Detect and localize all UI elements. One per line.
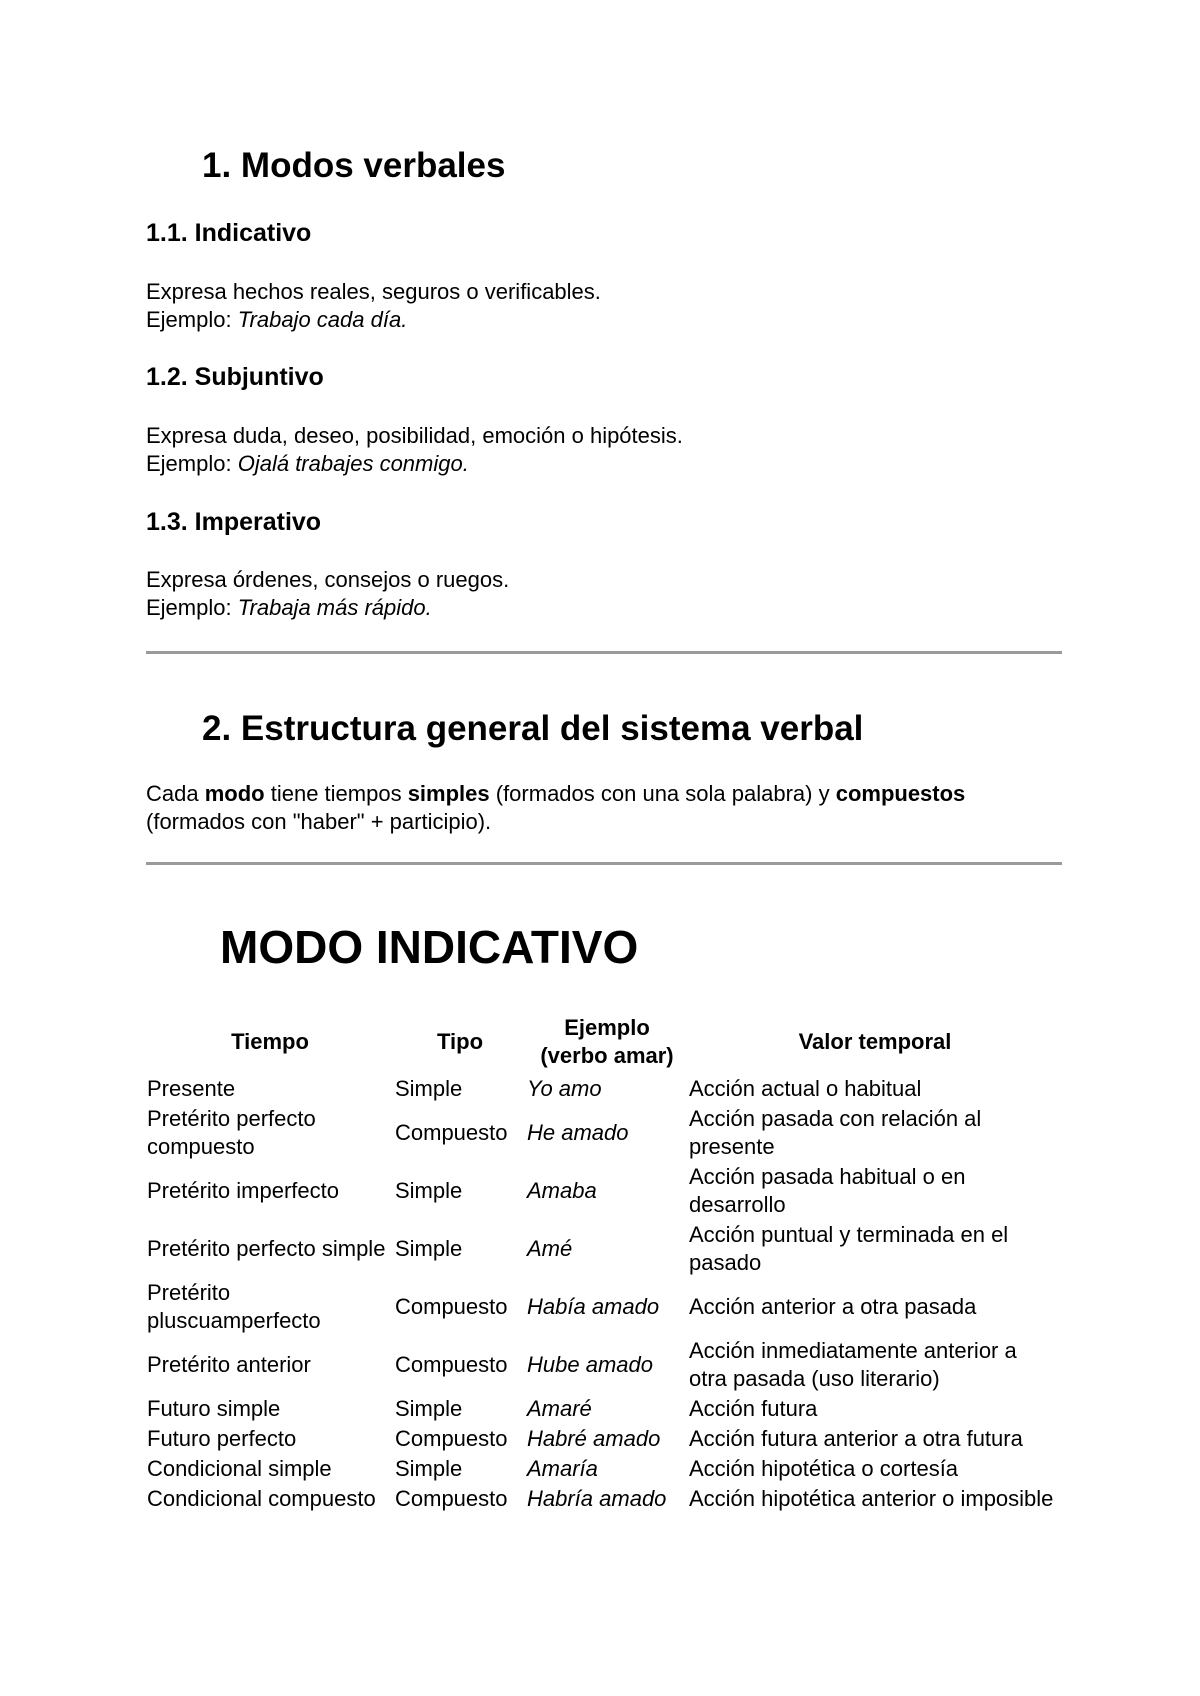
- cell-ejemplo: Amaba: [527, 1178, 597, 1203]
- s2-bold-simples: simples: [407, 781, 490, 806]
- header-valor-temporal: Valor temporal: [798, 1029, 952, 1054]
- cell-tipo: Simple: [395, 1178, 463, 1203]
- imperativo-example: Trabaja más rápido.: [237, 595, 432, 620]
- cell-valor: Acción pasada con relación al presente: [689, 1106, 982, 1159]
- table-row: [146, 1162, 1062, 1220]
- cell-tiempo: Condicional compuesto: [147, 1486, 376, 1511]
- subsection-imperativo-heading: 1.3. Imperativo: [146, 508, 322, 536]
- header-tiempo: Tiempo: [231, 1029, 309, 1054]
- cell-ejemplo: Habría amado: [527, 1486, 667, 1511]
- modo-indicativo-table: [146, 1010, 1062, 1514]
- cell-tiempo: Pretérito anterior: [147, 1352, 311, 1377]
- cell-valor: Acción futura: [689, 1396, 818, 1421]
- table-row: [146, 1336, 1062, 1394]
- subsection-subjuntivo-heading: 1.2. Subjuntivo: [146, 363, 324, 391]
- section-2-line-1: [146, 780, 965, 808]
- table-row: [146, 1104, 1062, 1162]
- cell-tiempo: Pretérito imperfecto: [147, 1178, 339, 1203]
- cell-tiempo: Pretérito perfecto simple: [147, 1236, 386, 1261]
- table-row: [146, 1278, 1062, 1336]
- cell-tiempo: Futuro perfecto: [147, 1426, 297, 1451]
- cell-tipo: Simple: [395, 1236, 463, 1261]
- cell-tiempo: Futuro simple: [147, 1396, 281, 1421]
- header-ejemplo-line-2: (verbo amar): [540, 1043, 674, 1068]
- indicativo-description: Expresa hechos reales, seguros o verificables.: [146, 279, 601, 304]
- s2-bold-modo: modo: [204, 781, 265, 806]
- cell-tiempo: Presente: [147, 1076, 236, 1101]
- cell-valor: Acción anterior a otra pasada: [689, 1294, 977, 1319]
- section-2-paragraph: [146, 780, 965, 836]
- cell-valor: Acción actual o habitual: [689, 1076, 922, 1101]
- table-row: [146, 1074, 1062, 1104]
- cell-ejemplo: Amaría: [527, 1456, 598, 1481]
- cell-valor: Acción puntual y terminada en el pasado: [689, 1222, 1009, 1275]
- header-ejemplo: [526, 1010, 688, 1074]
- indicativo-example-label: Ejemplo:: [146, 307, 238, 332]
- cell-valor: Acción pasada habitual o en desarrollo: [689, 1164, 966, 1217]
- imperativo-example-line: [146, 594, 509, 622]
- imperativo-example-label: Ejemplo:: [146, 595, 238, 620]
- cell-valor: Acción hipotética o cortesía: [689, 1456, 959, 1481]
- s2-text-3: (formados con una sola palabra) y: [489, 781, 836, 806]
- horizontal-rule-2: [146, 862, 1062, 865]
- cell-tipo: Simple: [395, 1456, 463, 1481]
- section-2-line-2: (formados con "haber" + participio).: [146, 809, 492, 834]
- table-row: [146, 1454, 1062, 1484]
- cell-ejemplo: Habré amado: [527, 1426, 661, 1451]
- table-row: [146, 1424, 1062, 1454]
- subjuntivo-example: Ojalá trabajes conmigo.: [237, 451, 469, 476]
- section-1-title: 1. Modos verbales: [202, 146, 506, 185]
- subsection-imperativo-body: [146, 566, 509, 622]
- header-ejemplo-line-1: Ejemplo: [564, 1015, 650, 1040]
- indicativo-example-line: [146, 306, 601, 334]
- s2-text-2: tiene tiempos: [264, 781, 408, 806]
- cell-tipo: Compuesto: [395, 1120, 508, 1145]
- subjuntivo-description: Expresa duda, deseo, posibilidad, emoción o hipótesis.: [146, 423, 683, 448]
- table-header-row: [146, 1010, 1062, 1074]
- subjuntivo-example-label: Ejemplo:: [146, 451, 238, 476]
- cell-ejemplo: Hube amado: [527, 1352, 653, 1377]
- horizontal-rule-1: [146, 651, 1062, 654]
- indicativo-example: Trabajo cada día.: [237, 307, 408, 332]
- cell-ejemplo: He amado: [527, 1120, 629, 1145]
- cell-tipo: Simple: [395, 1076, 463, 1101]
- subsection-indicativo-body: [146, 278, 601, 334]
- subsection-subjuntivo-body: [146, 422, 683, 478]
- header-tipo: Tipo: [436, 1029, 484, 1054]
- table-row: [146, 1484, 1062, 1514]
- cell-tipo: Simple: [395, 1396, 463, 1421]
- modo-indicativo-title: MODO INDICATIVO: [220, 921, 639, 973]
- cell-tiempo: Condicional simple: [147, 1456, 332, 1481]
- imperativo-description: Expresa órdenes, consejos o ruegos.: [146, 567, 510, 592]
- cell-tiempo: Pretérito pluscuamperfecto: [147, 1280, 321, 1333]
- cell-tipo: Compuesto: [395, 1486, 508, 1511]
- table-row: [146, 1220, 1062, 1278]
- section-2-title: 2. Estructura general del sistema verbal: [202, 709, 864, 748]
- cell-tipo: Compuesto: [395, 1426, 508, 1451]
- subsection-indicativo-heading: 1.1. Indicativo: [146, 219, 312, 247]
- cell-ejemplo: Había amado: [527, 1294, 660, 1319]
- cell-tiempo: Pretérito perfecto compuesto: [147, 1106, 316, 1159]
- cell-valor: Acción futura anterior a otra futura: [689, 1426, 1023, 1451]
- s2-bold-compuestos: compuestos: [835, 781, 966, 806]
- table-row: [146, 1394, 1062, 1424]
- cell-ejemplo: Amé: [527, 1236, 573, 1261]
- subjuntivo-example-line: [146, 450, 683, 478]
- cell-ejemplo: Yo amo: [527, 1076, 602, 1101]
- cell-valor: Acción inmediatamente anterior a otra pasada (uso literario): [689, 1338, 1017, 1391]
- cell-ejemplo: Amaré: [527, 1396, 592, 1421]
- cell-tipo: Compuesto: [395, 1294, 508, 1319]
- cell-tipo: Compuesto: [395, 1352, 508, 1377]
- s2-text-1: Cada: [146, 781, 205, 806]
- cell-valor: Acción hipotética anterior o imposible: [689, 1486, 1054, 1511]
